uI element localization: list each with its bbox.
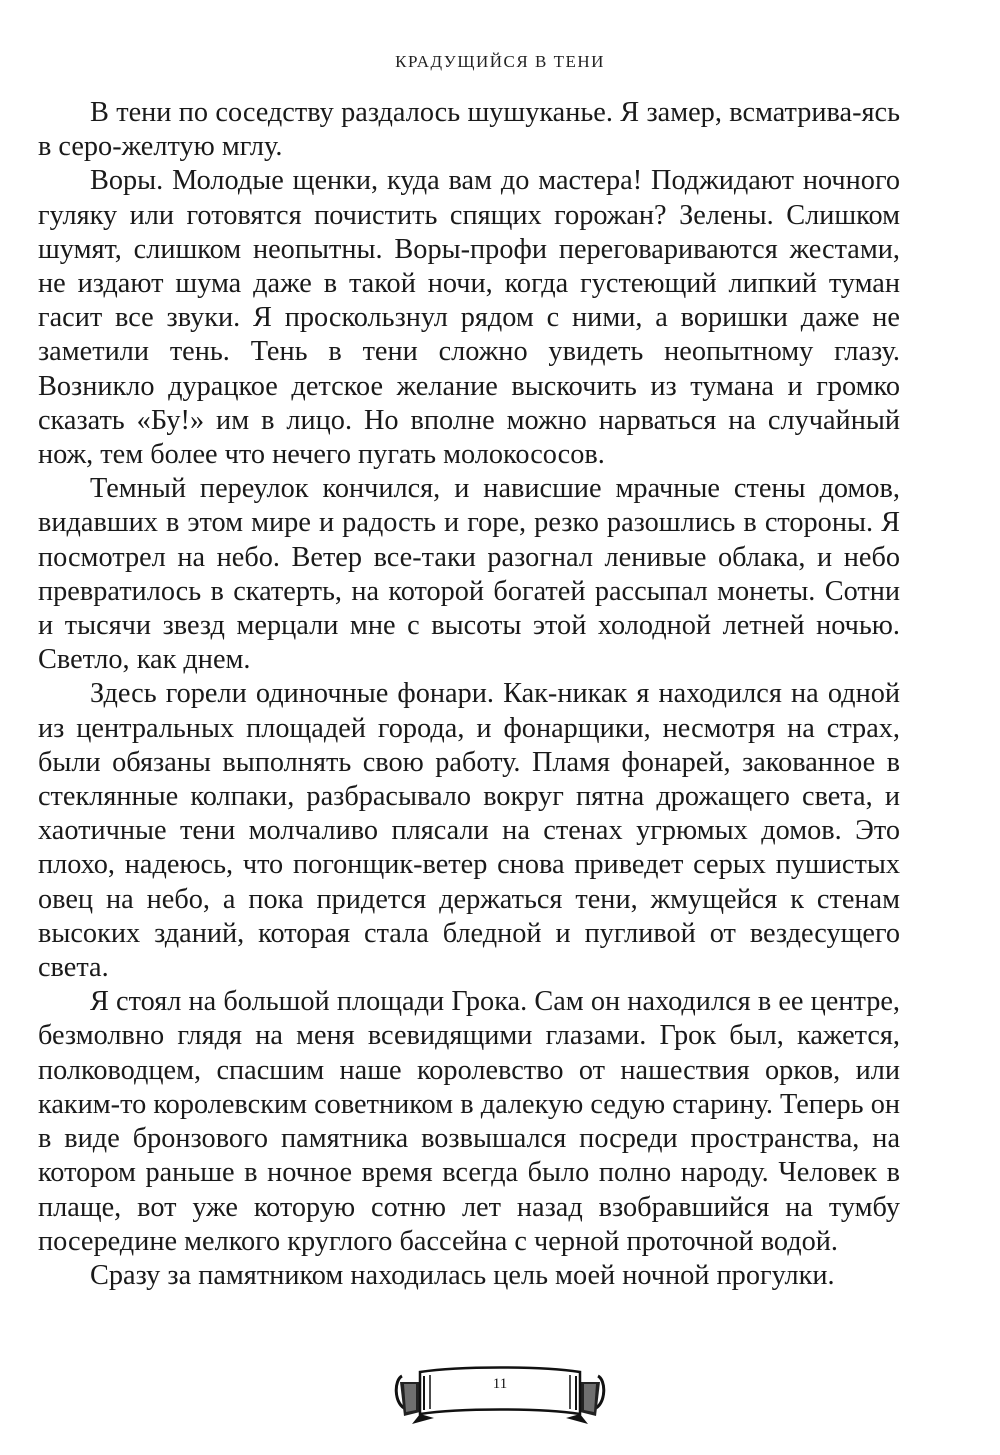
- paragraph-2: Воры. Молодые щенки, куда вам до мастера! Поджидают ночного гуляку или готовятся почистить спящих горожан? Зелены. Слишком шумят, слишком неопытны. Воры-профи переговариваются жестами, не издают шума даже в такой ночи, когда густеющий липкий туман гасит все звуки. Я проскользнул рядом с ними, а воришки даже не заметили тень. Тень в тени сложно увидеть неопытному глазу. Возникло дурацкое детское желание выскочить из тумана и громко сказать «Бу!» им в лицо. Но вполне можно нарваться на случайный нож, тем более что нечего пугать молокососов.: [38, 165, 900, 471]
- paragraph-6: Сразу за памятником находилась цель моей ночной прогулки.: [90, 1259, 835, 1291]
- body-text: [38, 96, 900, 1293]
- paragraph-5: Я стоял на большой площади Грока. Сам он находился в ее центре, безмолвно глядя на меня всевидящими глазами. Грок был, кажется, полководцем, спасшим наше королевство от нашествия орков, или каким-то королевским советником в далекую седую старину. Теперь он в виде бронзового памятника возвышался посреди пространства, на котором раньше в ночное время всегда было полно народу. Человек в плаще, вот уже которую сотню лет назад взобравшийся на тумбу посередине мелкого круглого бассейна с черной проточной водой.: [38, 986, 900, 1257]
- scroll-banner-icon: [390, 1362, 610, 1432]
- paragraph-3: Темный переулок кончился, и нависшие мрачные стены домов, видавших в этом мире и радость и горе, резко разошлись в стороны. Я посмотрел на небо. Ветер все-таки разогнал ленивые облака, и небо превратилось в скатерть, на которой богатей рассыпал монеты. Сотни и тысячи звезд мерцали мне с высоты этой холодной летней ночью. Светло, как днем.: [38, 473, 900, 676]
- page-footer: [0, 1362, 1000, 1432]
- page-number: 11: [492, 1376, 508, 1392]
- paragraph-4: Здесь горели одиночные фонари. Как-никак я находился на одной из центральных площадей города, и фонарщики, несмотря на страх, были обязаны выполнять свою работу. Пламя фонарей, закованное в стеклянные колпаки, разбрасывало вокруг пятна дрожащего света, и хаотичные тени молчаливо плясали на стенах угрюмых домов. Это плохо, надеюсь, что погонщик-ветер снова приведет серых пушистых овец на небо, а пока придется держаться тени, жмущейся к стенам высоких зданий, которая стала бледной и пугливой от вездесущего света.: [38, 678, 900, 984]
- running-title: КРАДУЩИЙСЯ В ТЕНИ: [395, 52, 605, 71]
- paragraph-1: В тени по соседству раздалось шушуканье. Я замер, всматрива-ясь в серо-желтую мглу.: [38, 97, 900, 163]
